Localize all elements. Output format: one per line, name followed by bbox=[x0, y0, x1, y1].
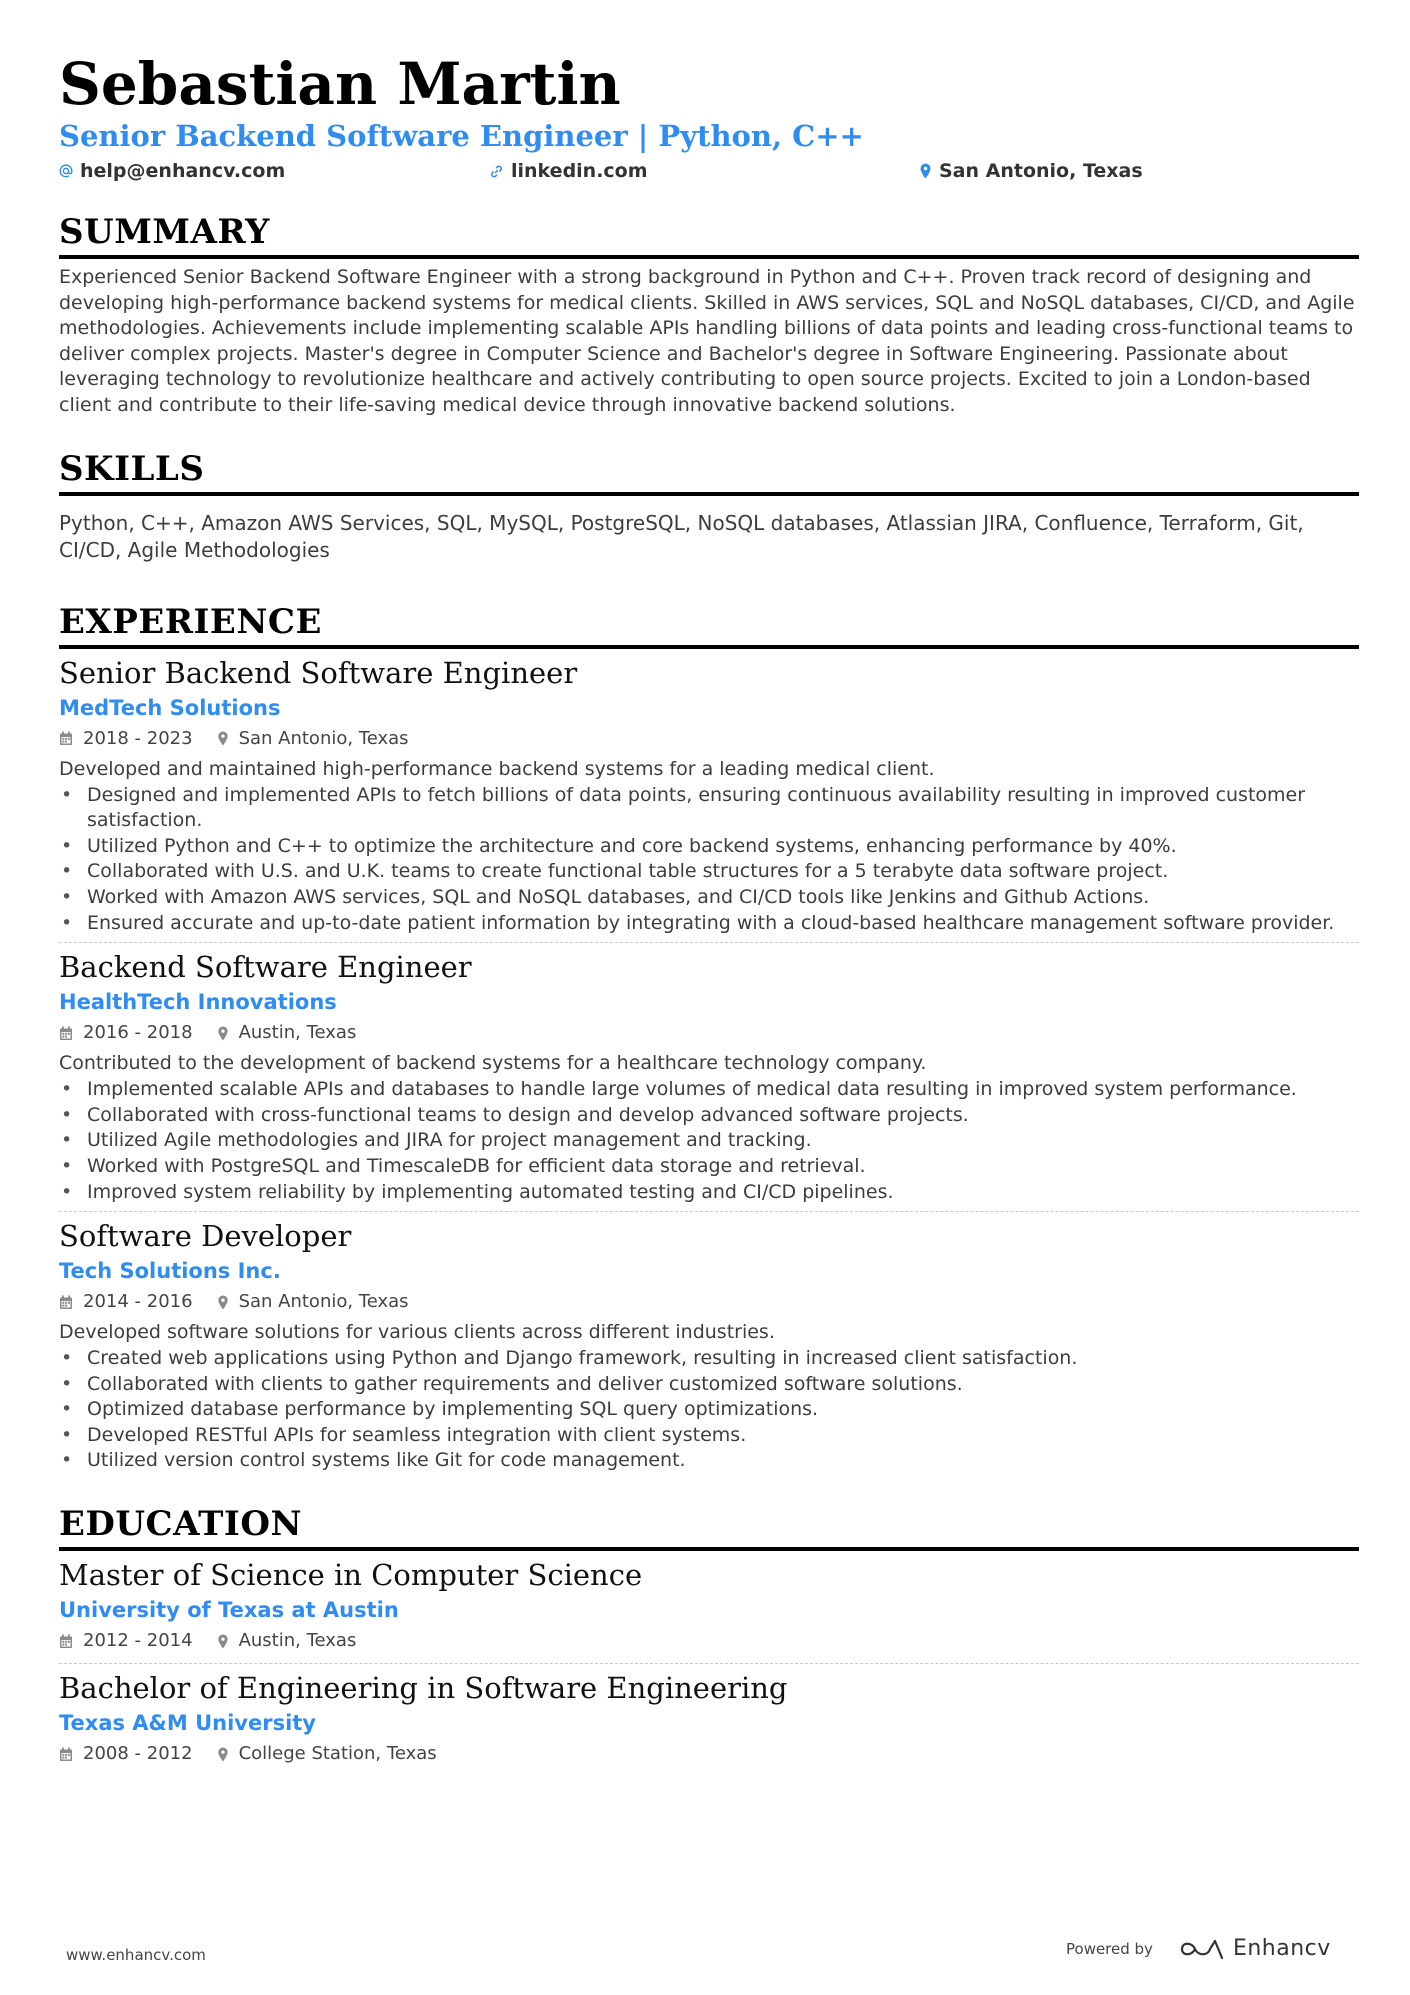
map-pin-icon bbox=[217, 1295, 229, 1310]
list-item: • Developed RESTful APIs for seamless integration with client systems. bbox=[59, 1423, 1359, 1449]
list-item: • Utilized Agile methodologies and JIRA for project management and tracking. bbox=[59, 1128, 1359, 1154]
job-dates-text: 2018 - 2023 bbox=[83, 727, 193, 749]
link-icon bbox=[489, 164, 504, 179]
job-title: Software Developer bbox=[59, 1219, 352, 1254]
map-pin-icon bbox=[217, 1026, 229, 1041]
job-location-text: Austin, Texas bbox=[238, 1022, 357, 1044]
skills-text: Python, C++, Amazon AWS Services, SQL, MySQL, PostgreSQL, NoSQL databases, Atlassian JIRA, Confluence, Terraform, Git, CI/CD, Agile Methodologies bbox=[59, 510, 1304, 562]
list-item: • Collaborated with U.S. and U.K. teams to create functional table structures for a 5 terabyte data software project. bbox=[59, 859, 1359, 885]
brand-name: Enhancv bbox=[1232, 1936, 1331, 1961]
school-name: Texas A&M University bbox=[59, 1711, 316, 1736]
job-entry bbox=[59, 1216, 1359, 1474]
jobs-list bbox=[59, 653, 1359, 1475]
calendar-icon bbox=[59, 1747, 73, 1762]
education-dates-text: 2012 - 2014 bbox=[83, 1630, 193, 1652]
at-icon bbox=[59, 164, 73, 178]
candidate-headline: Senior Backend Software Engineer | Python, C++ bbox=[59, 119, 864, 153]
job-location-text: San Antonio, Texas bbox=[238, 1291, 409, 1313]
education-heading: EDUCATION bbox=[59, 1502, 1359, 1551]
contact-bar bbox=[59, 156, 1359, 186]
list-item: • Implemented scalable APIs and databases to handle large volumes of medical data resulting in improved system performance. bbox=[59, 1077, 1359, 1103]
list-item: • Created web applications using Python and Django framework, resulting in increased client satisfaction. bbox=[59, 1346, 1359, 1372]
education-dates bbox=[59, 1738, 193, 1770]
list-item: • Designed and implemented APIs to fetch billions of data points, ensuring continuous availability resulting in improved customer satisfaction. bbox=[59, 783, 1359, 834]
experience-section bbox=[59, 600, 1359, 1475]
education-location-text: College Station, Texas bbox=[238, 1743, 437, 1765]
summary-heading: SUMMARY bbox=[59, 210, 1359, 259]
education-meta bbox=[59, 1625, 1359, 1657]
job-bullets bbox=[59, 783, 1359, 937]
education-location bbox=[217, 1738, 437, 1770]
job-bullets bbox=[59, 1346, 1359, 1474]
company-name: MedTech Solutions bbox=[59, 695, 281, 720]
contact-linkedin[interactable] bbox=[489, 160, 919, 182]
list-item: • Utilized version control systems like Git for code management. bbox=[59, 1448, 1359, 1474]
job-meta bbox=[59, 723, 1359, 755]
map-pin-icon bbox=[919, 163, 932, 179]
divider bbox=[59, 1211, 1359, 1212]
calendar-icon bbox=[59, 1026, 73, 1041]
list-item: • Improved system reliability by implementing automated testing and CI/CD pipelines. bbox=[59, 1180, 1359, 1206]
calendar-icon bbox=[59, 1634, 73, 1649]
job-meta bbox=[59, 1286, 1359, 1318]
calendar-icon bbox=[59, 1295, 73, 1310]
job-description: Developed software solutions for various clients across different industries. bbox=[59, 1321, 775, 1344]
contact-email[interactable] bbox=[59, 160, 489, 182]
job-title: Senior Backend Software Engineer bbox=[59, 655, 578, 690]
map-pin-icon bbox=[217, 731, 229, 746]
footer-website[interactable]: www.enhancv.com bbox=[66, 1946, 206, 1964]
education-dates bbox=[59, 1625, 193, 1657]
job-description: Developed and maintained high-performance backend systems for a leading medical client. bbox=[59, 757, 935, 780]
resume-content bbox=[59, 48, 1359, 1770]
job-dates bbox=[59, 1286, 193, 1318]
list-item: • Optimized database performance by implementing SQL query optimizations. bbox=[59, 1397, 1359, 1423]
job-location-text: San Antonio, Texas bbox=[238, 727, 409, 749]
company-name: Tech Solutions Inc. bbox=[59, 1259, 281, 1284]
company-name: HealthTech Innovations bbox=[59, 990, 337, 1015]
divider bbox=[59, 942, 1359, 943]
job-description: Contributed to the development of backend systems for a healthcare technology company. bbox=[59, 1052, 927, 1075]
degree-title: Master of Science in Computer Science bbox=[59, 1558, 643, 1593]
enhancv-logo-icon bbox=[1179, 1938, 1225, 1960]
candidate-name: Sebastian Martin bbox=[59, 50, 621, 118]
job-dates-text: 2014 - 2016 bbox=[83, 1291, 193, 1313]
job-dates-text: 2016 - 2018 bbox=[83, 1022, 193, 1044]
job-dates bbox=[59, 723, 193, 755]
job-bullets bbox=[59, 1077, 1359, 1205]
education-section bbox=[59, 1502, 1359, 1770]
location-text: San Antonio, Texas bbox=[939, 160, 1143, 182]
skills-section bbox=[59, 447, 1359, 564]
footer-branding bbox=[1066, 1936, 1331, 1961]
calendar-icon bbox=[59, 731, 73, 746]
map-pin-icon bbox=[217, 1634, 229, 1649]
education-location-text: Austin, Texas bbox=[238, 1630, 357, 1652]
divider bbox=[59, 1663, 1359, 1664]
skills-heading: SKILLS bbox=[59, 447, 1359, 496]
experience-heading: EXPERIENCE bbox=[59, 600, 1359, 649]
education-location bbox=[217, 1625, 357, 1657]
job-location bbox=[217, 723, 409, 755]
degree-title: Bachelor of Engineering in Software Engineering bbox=[59, 1671, 788, 1706]
list-item: • Worked with Amazon AWS services, SQL and NoSQL databases, and CI/CD tools like Jenkins and Github Actions. bbox=[59, 885, 1359, 911]
job-location bbox=[217, 1017, 357, 1049]
list-item: • Ensured accurate and up-to-date patient information by integrating with a cloud-based healthcare management software provider. bbox=[59, 911, 1359, 937]
job-entry bbox=[59, 653, 1359, 944]
summary-text: Experienced Senior Backend Software Engineer with a strong background in Python and C++. Proven track record of designing and developing high-performance backend systems for medical clients. Skilled in AWS services, SQL and NoSQL databases, CI/CD, and Agile methodologies. Achievements include implementing scalable APIs handling billions of data points and leading cross-functional teams to deliver complex projects. Master's degree in Computer Science and Bachelor's degree in Software Engineering. Passionate about leveraging technology to revolutionize healthcare and actively contributing to open source projects. Excited to join a London-based client and contribute to their life-saving medical device through innovative backend solutions. bbox=[59, 266, 1355, 416]
email-text: help@enhancv.com bbox=[80, 160, 286, 182]
powered-by-text: Powered by bbox=[1066, 1939, 1153, 1958]
list-item: • Utilized Python and C++ to optimize the architecture and core backend systems, enhancing performance by 40%. bbox=[59, 834, 1359, 860]
job-title: Backend Software Engineer bbox=[59, 950, 472, 985]
linkedin-text: linkedin.com bbox=[511, 160, 648, 182]
job-meta bbox=[59, 1017, 1359, 1049]
education-entry bbox=[59, 1668, 1359, 1770]
list-item: • Collaborated with cross-functional teams to design and develop advanced software projects. bbox=[59, 1103, 1359, 1129]
education-dates-text: 2008 - 2012 bbox=[83, 1743, 193, 1765]
summary-section bbox=[59, 210, 1359, 419]
job-dates bbox=[59, 1017, 193, 1049]
list-item: • Collaborated with clients to gather requirements and deliver customized software solutions. bbox=[59, 1372, 1359, 1398]
list-item: • Worked with PostgreSQL and TimescaleDB for efficient data storage and retrieval. bbox=[59, 1154, 1359, 1180]
education-meta bbox=[59, 1738, 1359, 1770]
header bbox=[59, 48, 1359, 186]
job-entry bbox=[59, 947, 1359, 1212]
contact-location bbox=[919, 160, 1143, 182]
school-name: University of Texas at Austin bbox=[59, 1598, 399, 1623]
job-location bbox=[217, 1286, 409, 1318]
education-entry bbox=[59, 1555, 1359, 1664]
map-pin-icon bbox=[217, 1747, 229, 1762]
